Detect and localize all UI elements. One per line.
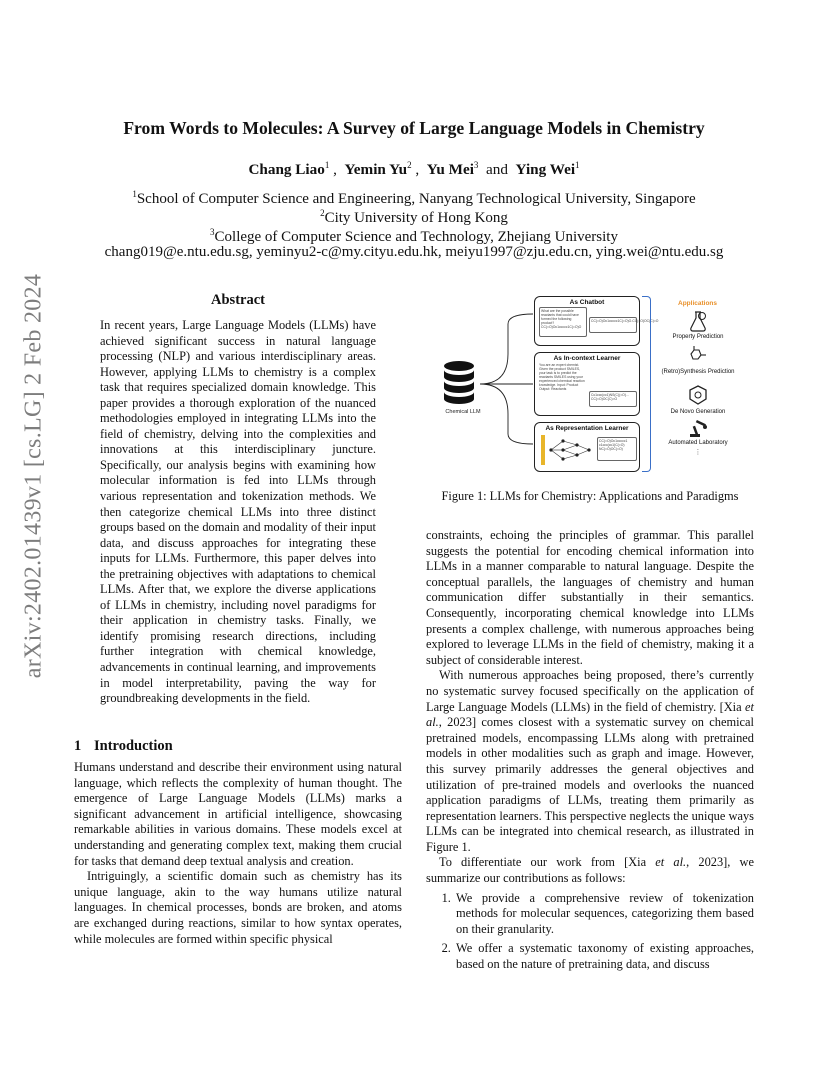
robot-arm-icon (688, 418, 710, 438)
affiliation: $^2$City University of Hong Kong (320, 208, 508, 226)
right-column (426, 528, 754, 977)
panel-title: As In-context Learner (553, 355, 621, 362)
author-name: Yu Mei (426, 161, 474, 179)
rep-output: CC(=O)Oc1ccccc1 c1ccc(cc1)C(=O) NC(=O)OC(=O) (599, 439, 628, 451)
arxiv-id: arXiv:2402.01439v1 [cs.LG] 2 Feb 2024 (20, 273, 47, 679)
database-icon (442, 360, 476, 406)
icl-panel (534, 352, 640, 416)
application-label: De Novo Generation (670, 409, 726, 415)
paragraph: To differentiate our work from [Xia et al., 2023], we summarize our contributions as follows: (426, 855, 754, 886)
paragraph: With numerous approaches being proposed, there’s currently no systematic survey focused specifically on the application of Large Language Models (LLMs) in the field of chemistry. [Xia et al., 2023] comes closest with a systematic survey on chemical pretrained models, encompassing LLMs along with pretrained models in other modalities such as graph and image. However, this survey primarily addresses the general objectives and utilization of pre-trained models and overlooks the nuanced application paradigms of LLMs, treating them primarily as representation learners. This perspective neglects the unique ways LLMs can be integrated into chemical research, as illustrated in Figure 1. (426, 668, 754, 854)
application-label: Automated Laboratory (668, 440, 728, 446)
panel-title: As Representation Learner (545, 425, 629, 432)
figure-1 (438, 294, 742, 474)
rep-panel (534, 422, 640, 472)
applications-heading: Applications (678, 300, 718, 307)
application-label: Property Prediction (672, 334, 724, 340)
chatbot-panel (534, 296, 659, 346)
application-label: (Retro)Synthesis Prediction (661, 369, 735, 375)
icl-answer: Cc1ccc(cc1)NS(C)(=O)... CC(=O)OC(C)=O (591, 393, 629, 401)
token-bar (541, 435, 545, 465)
affiliation: $^1$School of Computer Science and Engineering, Nanyang Technological University, Singapore (132, 189, 696, 207)
db-label: Chemical LLM (445, 409, 481, 415)
figure-caption: Figure 1: LLMs for Chemistry: Applications and Paradigms (441, 489, 739, 503)
affiliation: $^3$College of Computer Science and Technology, Zhejiang University (210, 227, 618, 245)
paragraph: Humans understand and describe their environment using natural language, which reflects the complexity of human thought. The emergence of Large Language Models (LLMs) marks a significant advancement in artificial intelligence, showcasing remarkable abilities in various domains. These models excel at understanding and generating complex text, making them crucial for tasks that demand deep textual analysis and creation. (74, 760, 402, 868)
author-name: Yemin Yu (344, 161, 408, 179)
abstract-text: In recent years, Large Language Models (LLMs) have achieved significant success in natural language processing (NLP) and various interdisciplinary areas. However, applying LLMs to chemistry is a complex task that requires specialized domain knowledge. This paper provides a thorough exploration of the nuanced methodologies employed in integrating LLMs into the field of chemistry, delving into the complexities and innovations at this interdisciplinary juncture. Specifically, our analysis begins with examining how molecular information is fed into LLMs through various representation and tokenization methods. We then categorize chemical LLMs into three distinct groups based on the domain and modality of their input data, and discuss approaches for integrating these inputs for LLMs. Furthermore, this paper delves into the pretraining objectives with adaptations to chemical LLMs. After that, we explore the diverse applications of LLMs in chemistry, including novel paradigms for their application in chemistry tasks. Finally, we identify promising research directions, including further integration with chemical knowledge, advancements in continual learning, and improvements in model interpretability, paving the way for groundbreaking developments in the field. (100, 318, 376, 706)
email-list: chang019@e.ntu.edu.sg, yeminyu2-c@my.cityu.edu.hk, meiyu1997@zju.edu.cn, ying.wei@ntu.edu.sg (104, 244, 724, 260)
connector-lines (478, 294, 538, 474)
paper-title: From Words to Molecules: A Survey of Large Language Models in Chemistry (123, 118, 705, 138)
list-item: 2. We offer a systematic taxonomy of existing approaches, based on the nature of pretraining data, and discuss (454, 941, 754, 972)
intro-column (74, 760, 402, 947)
section-heading: 1 Introduction (74, 738, 173, 754)
author-name: Chang Liao (248, 161, 325, 179)
author-list: Chang Liao$^1$ , Yemin Yu$^2$ , Yu Mei$^3$ and Ying Wei$^1$ (248, 160, 580, 179)
network-icon (549, 435, 593, 465)
chat-answer: CC(=O)Oc1ccccc1C(=O)O.CC(=O)OC(C)=O (591, 319, 659, 323)
applications-bracket (642, 296, 651, 472)
molecule-icon (688, 346, 708, 366)
more-ellipsis: ⋮ (694, 449, 702, 456)
paragraph: Intriguingly, a scientific domain such as chemistry has its unique language, akin to the way humans utilize natural languages. In chemical processes, bonds are broken, and atoms are exchanged during reactions, similar to how syntax operates, while molecules are formed within specific physical (74, 869, 402, 946)
list-item: 1. We provide a comprehensive review of tokenization methods for molecular sequences, categorizing them based on their granularity. (454, 891, 754, 938)
icl-prompt: You are an expert chemist. Given the product SMILES, your task is to predict the reactants SMILES using your experienced chemical reaction knowledge. Input: Product Output: Reactants (539, 363, 585, 391)
contributions-list (426, 891, 754, 973)
abstract-heading: Abstract (211, 292, 265, 308)
flask-icon (688, 310, 708, 332)
chat-question: What are the possible reactants that could have formed the following product? CC(=O)Oc1ccccc1C(=O)O (541, 309, 582, 329)
hexagon-molecule-icon (688, 384, 708, 406)
paragraph: constraints, echoing the principles of grammar. This parallel suggests the potential for encoding chemical information into LLMs in a manner comparable to natural language. Despite the conceptual parallels, the languages of chemistry and human communication differ substantially in their semantics. Consequently, incorporating chemical knowledge into LLMs presents a complex challenge, with numerous approaches being explored to leverage LLMs in the field of chemistry, making it a subject of considerable interest. (426, 528, 754, 667)
panel-title: As Chatbot (569, 299, 605, 306)
author-name: Ying Wei (515, 161, 576, 179)
